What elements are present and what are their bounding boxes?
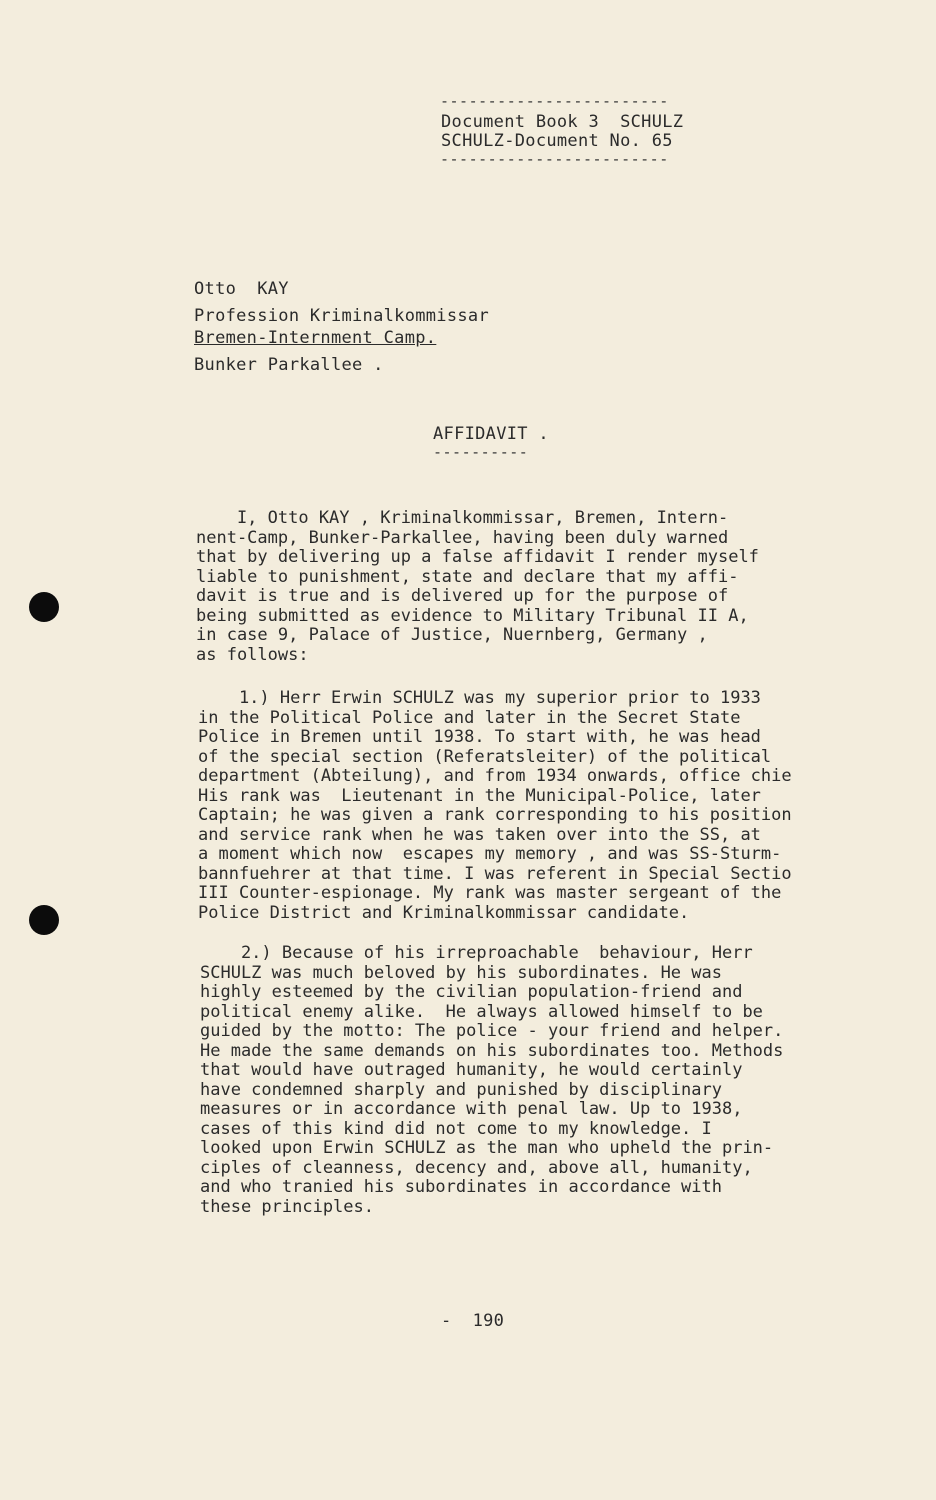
text-line: nent-Camp, Bunker-Parkallee, having been duly warned [196, 527, 729, 548]
text-line: 1.) Herr Erwin SCHULZ was my superior prior to 1933 [198, 688, 761, 708]
text-line: liable to punishment, state and declare that my affi- [196, 566, 739, 587]
affiant-location: Bremen-Internment Camp. [194, 328, 437, 348]
affiant-profession: Profession Kriminalkommissar [194, 306, 489, 326]
text-line: measures or in accordance with penal law. Up to 1938, [200, 1099, 743, 1119]
text-line: I, Otto KAY , Kriminalkommissar, Bremen, Intern- [196, 508, 729, 528]
text-line: Captain; he was given a rank corresponding to his position [198, 805, 792, 825]
affiant-name: Otto KAY [194, 279, 289, 299]
paragraph-2 [200, 944, 783, 1217]
title-underline: ---------- [433, 443, 529, 461]
text-line: these principles. [200, 1196, 374, 1217]
text-line: 2.) Because of his irreproachable behaviour, Herr [200, 943, 753, 963]
text-line: III Counter-espionage. My rank was master sergeant of the [198, 883, 782, 903]
text-line: a moment which now escapes my memory , and was SS-Sturm- [198, 844, 782, 864]
text-line: Police District and Kriminalkommissar candidate. [198, 902, 690, 923]
text-line: have condemned sharply and punished by disciplinary [200, 1079, 722, 1100]
text-line: in the Political Police and later in the Secret State [198, 707, 741, 728]
text-line: that would have outraged humanity, he would certainly [200, 1060, 743, 1080]
document-number-line: SCHULZ-Document No. 65 [441, 131, 673, 151]
text-line: SCHULZ was much beloved by his subordinates. He was [200, 962, 722, 983]
text-line: political enemy alike. He always allowed himself to be [200, 1001, 763, 1022]
text-line: guided by the motto: The police - your friend and helper. [200, 1021, 784, 1041]
paragraph-1 [198, 689, 792, 923]
document-book-line: Document Book 3 SCHULZ [441, 112, 684, 132]
text-line: department (Abteilung), and from 1934 onwards, office chie [198, 766, 792, 786]
document-title: AFFIDAVIT . [433, 424, 549, 444]
text-line: that by delivering up a false affidavit I render myself [196, 547, 759, 567]
text-line: davit is true and is delivered up for the purpose of [196, 586, 729, 606]
text-line: bannfuehrer at that time. I was referent in Special Sectio [198, 863, 792, 884]
page-number: - 190 [441, 1311, 505, 1331]
text-line: cases of this kind did not come to my knowledge. I [200, 1118, 712, 1139]
text-line: of the special section (Referatsleiter) of the political [198, 746, 772, 767]
punch-hole-bottom [29, 905, 59, 935]
header-rule-bottom: ------------------------ [440, 150, 669, 168]
text-line: He made the same demands on his subordinates too. Methods [200, 1040, 784, 1061]
text-line: as follows: [196, 644, 309, 665]
text-line: being submitted as evidence to Military Tribunal II A, [196, 605, 749, 626]
affiant-address: Bunker Parkallee . [194, 355, 384, 375]
header-rule-top: ------------------------ [440, 92, 669, 110]
punch-hole-top [29, 592, 59, 622]
text-line: and service rank when he was taken over into the SS, at [198, 824, 761, 845]
text-line: Police in Bremen until 1938. To start with, he was head [198, 727, 761, 747]
text-line: and who tranied his subordinates in accordance with [200, 1177, 722, 1197]
text-line: ciples of cleanness, decency and, above all, humanity, [200, 1157, 753, 1178]
intro-paragraph [196, 509, 759, 665]
text-line: highly esteemed by the civilian population-friend and [200, 982, 743, 1002]
text-line: looked upon Erwin SCHULZ as the man who upheld the prin- [200, 1138, 774, 1158]
text-line: in case 9, Palace of Justice, Nuernberg, Germany , [196, 625, 708, 645]
text-line: His rank was Lieutenant in the Municipal-Police, later [198, 785, 761, 806]
